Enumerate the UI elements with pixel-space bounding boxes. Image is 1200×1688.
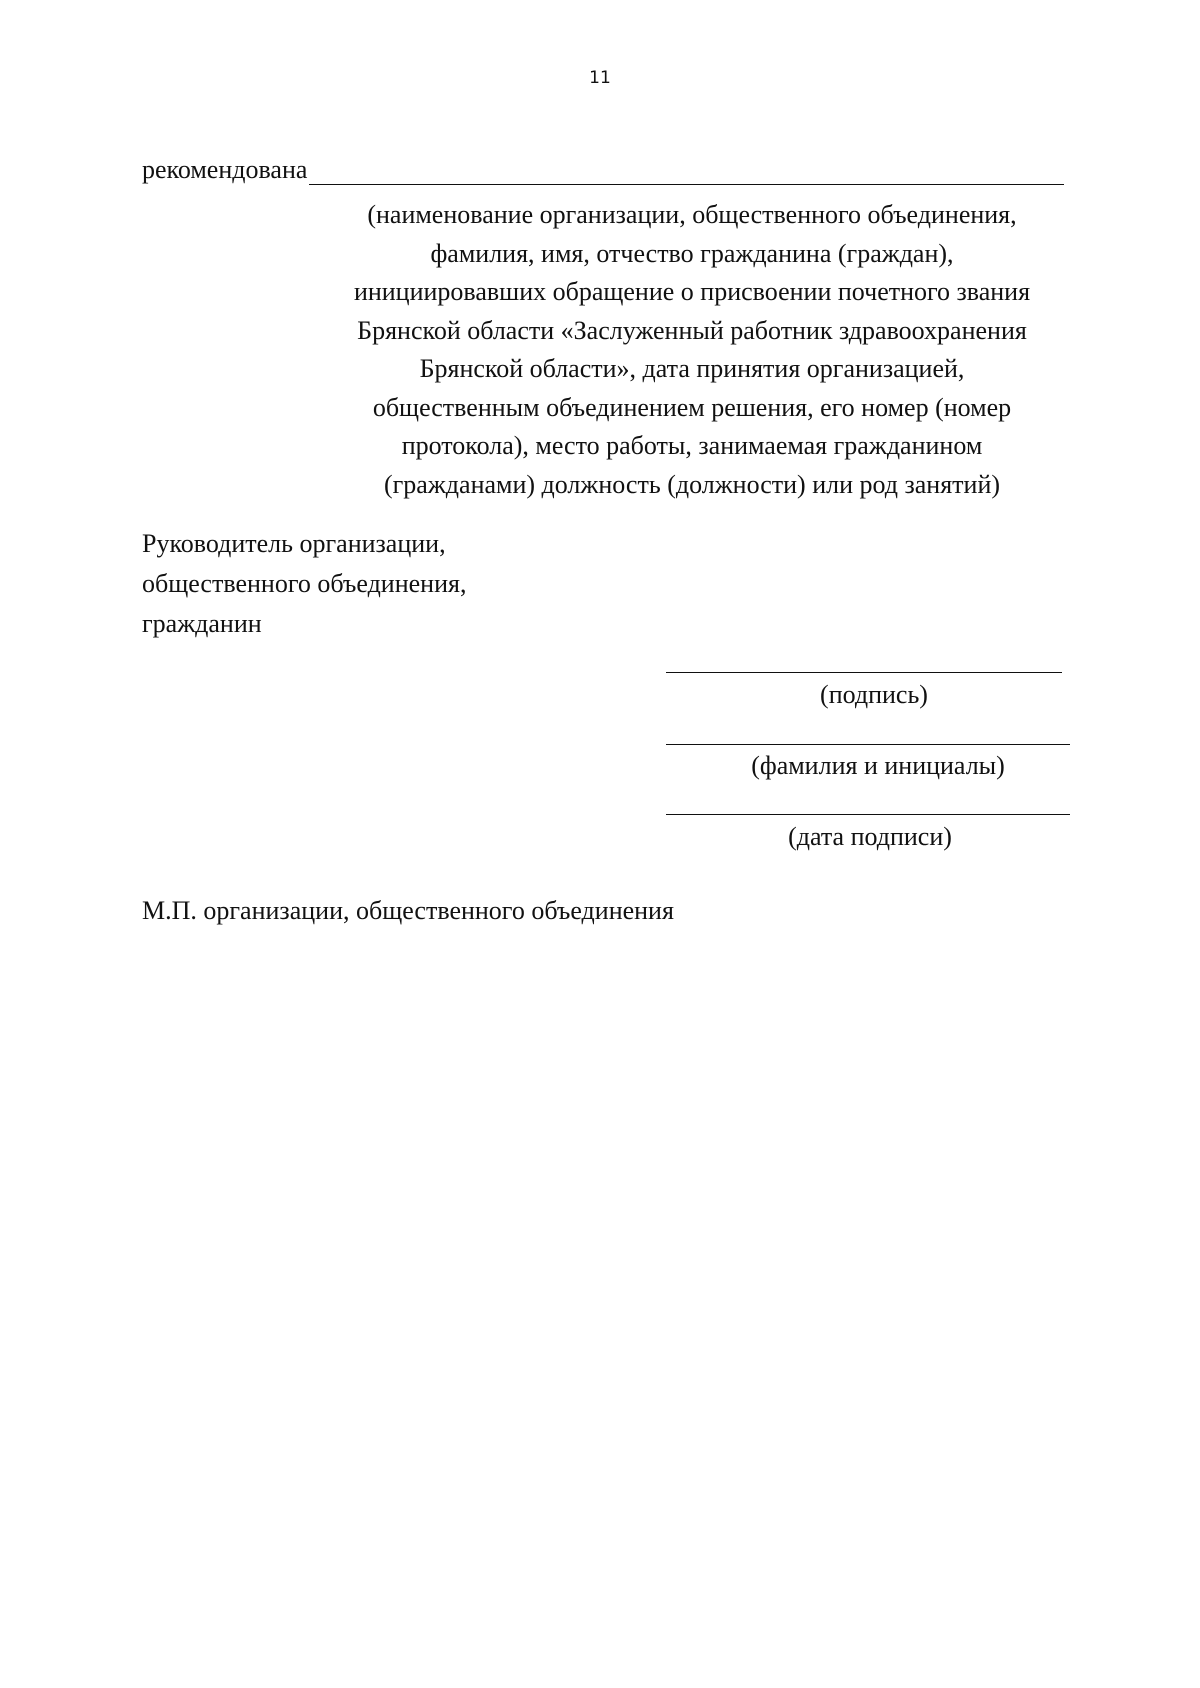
caption-line: протокола), место работы, занимаемая гражданином — [401, 431, 983, 460]
stamp-label: М.П. организации, общественного объединения — [142, 896, 674, 925]
caption-line: Брянской области «Заслуженный работник здравоохранения — [357, 315, 1027, 345]
head-line: Руководитель организации, — [142, 529, 446, 558]
head-line: общественного объединения, — [142, 569, 467, 598]
recommendation-row — [142, 155, 1064, 185]
signature-line — [666, 672, 1062, 673]
recommendation-caption — [316, 196, 1068, 504]
date-line — [666, 814, 1070, 815]
caption-line: Брянской области», дата принятия организацией, — [419, 354, 965, 383]
recommendation-label: рекомендована — [142, 155, 308, 184]
head-line: гражданин — [142, 609, 262, 638]
signature-caption: (подпись) — [820, 680, 928, 709]
caption-line: (гражданами) должность (должности) или род занятий) — [383, 469, 1001, 499]
caption-line: инициировавших обращение о присвоении почетного звания — [353, 277, 1031, 306]
page-number: 11 — [589, 68, 611, 88]
name-caption: (фамилия и инициалы) — [751, 751, 1005, 780]
date-caption: (дата подписи) — [788, 822, 952, 851]
head-block — [142, 524, 466, 644]
name-line — [666, 744, 1070, 745]
caption-line: фамилия, имя, отчество гражданина (граждан), — [430, 238, 954, 268]
caption-line: общественным объединением решения, его номер (номер — [372, 392, 1012, 422]
recommendation-fill-line — [309, 160, 1064, 185]
caption-line: (наименование организации, общественного объединения, — [367, 200, 1017, 229]
